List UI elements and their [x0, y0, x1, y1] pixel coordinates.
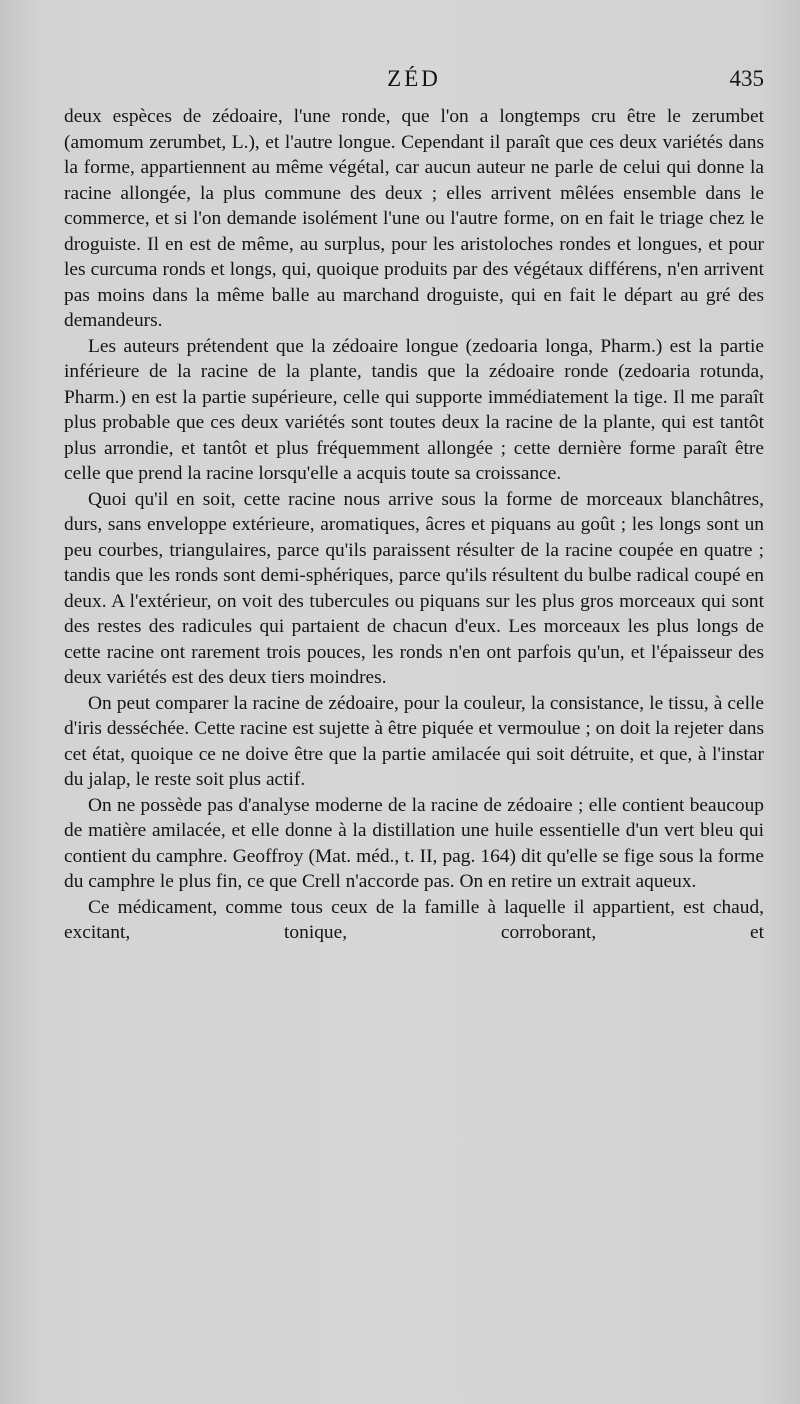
- paragraph-2: Les auteurs prétendent que la zédoaire longue (zedoaria longa, Pharm.) est la partie inférieure de la racine de la plante, tandis que la zédoaire ronde (zedoaria rotunda, Pharm.) en est la partie supérieure, celle qui supporte immédiatement la tige. Il me paraît plus probable que ces deux variétés sont toutes deux la racine de la plante, qui est tantôt plus arrondie, et tantôt et plus fréquemment allongée ; cette dernière forme paraît être celle que prend la racine lorsqu'elle a acquis toute sa croissance.: [64, 335, 764, 484]
- paragraph-5: On ne possède pas d'analyse moderne de la racine de zédoaire ; elle contient beaucoup de matière amilacée, et elle donne à la distillation une huile essentielle d'un vert bleu qui contient du camphre. Geoffroy (Mat. méd., t. II, pag. 164) dit qu'elle se fige sous la forme du camphre le plus fin, ce que Crell n'accorde pas. On en retire un extrait aqueux.: [64, 794, 764, 892]
- paragraph-6: Ce médicament, comme tous ceux de la famille à laquelle il appartient, est chaud, excitant, tonique, corroborant, et: [64, 896, 764, 943]
- paragraph-3: Quoi qu'il en soit, cette racine nous arrive sous la forme de morceaux blanchâtres, durs, sans enveloppe extérieure, aromatiques, âcres et piquans au goût ; les longs sont un peu courbes, triangulaires, parce qu'ils paraissent résulter de la racine coupée en quatre ; tandis que les ronds sont demi-sphériques, parce qu'ils résultent du bulbe radical coupé en deux. A l'extérieur, on voit des tubercules ou piquans sur les plus gros morceaux qui sont des restes des radicules qui partaient de chacun d'eux. Les morceaux les plus longs de cette racine ont rarement trois pouces, les ronds n'en ont parfois qu'un, et l'épaisseur des deux variétés est des deux tiers moindres.: [64, 488, 764, 688]
- body-text: [64, 104, 764, 946]
- page-number: 435: [729, 66, 764, 91]
- page-header: [64, 66, 764, 102]
- paragraph-1: deux espèces de zédoaire, l'une ronde, que l'on a longtemps cru être le zerumbet (amomum zerumbet, L.), et l'autre longue. Cependant il paraît que ces deux variétés dans la forme, appartiennent au même végétal, car aucun auteur ne parle de celui qui donne la racine allongée, la plus commune des deux ; elles arrivent mêlées ensemble dans le commerce, et si l'on demande isolément l'une ou l'autre forme, on en fait le triage chez le droguiste. Il en est de même, au surplus, pour les aristoloches rondes et longues, et pour les curcuma ronds et longs, qui, quoique produits par des végétaux différens, n'en arrivent pas moins dans la même balle au marchand droguiste, qui en fait le départ au gré des demandeurs.: [64, 106, 764, 331]
- running-head: ZÉD: [387, 66, 441, 91]
- paragraph-4: On peut comparer la racine de zédoaire, pour la couleur, la consistance, le tissu, à celle d'iris desséchée. Cette racine est sujette à être piquée et vermoulue ; on doit la rejeter dans cet état, quoique ce ne doive être que la partie amilacée qui soit détruite, et que, à l'instar du jalap, le reste soit plus actif.: [64, 692, 764, 790]
